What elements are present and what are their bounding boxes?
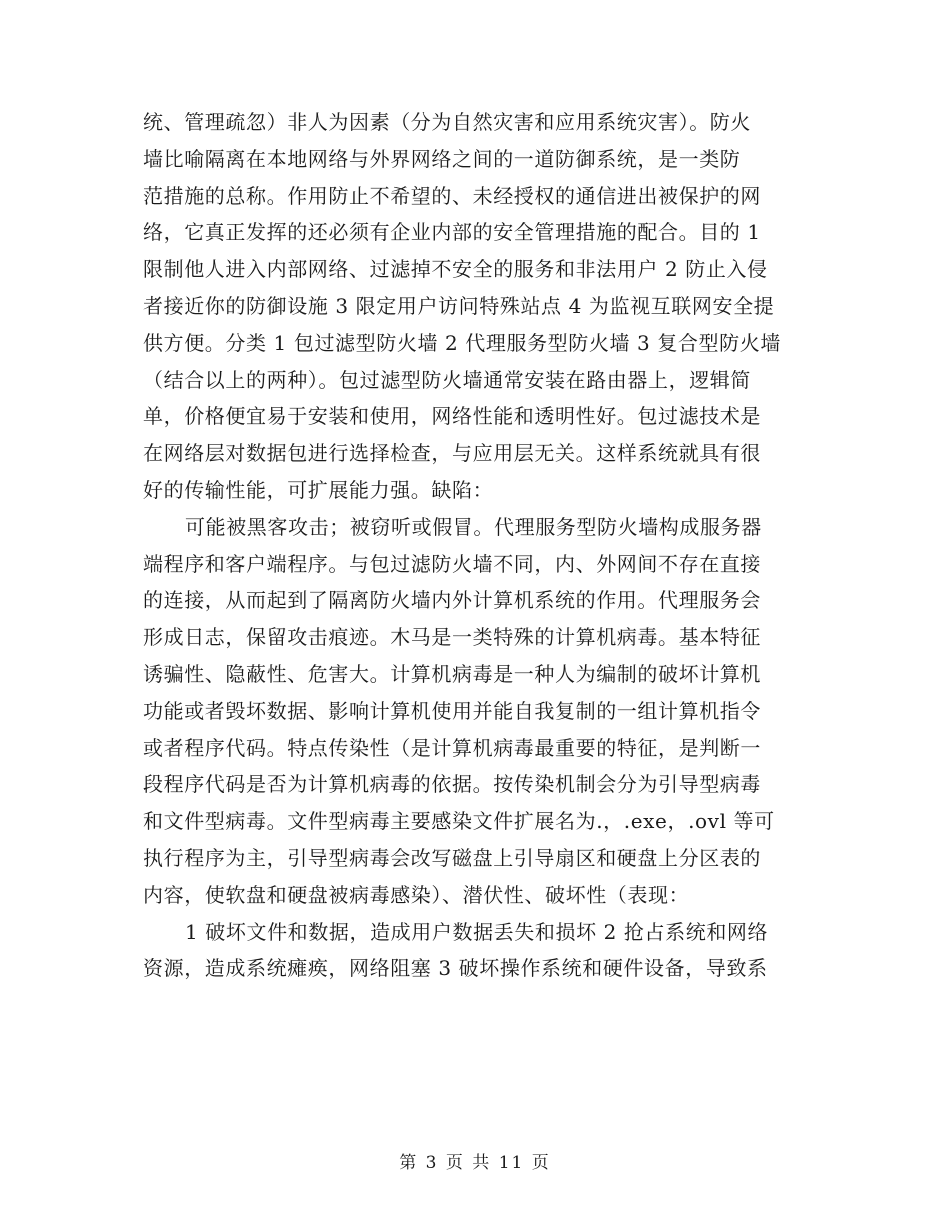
text-line: 单，价格便宜易于安装和使用，网络性能和透明性好。包过滤技术是: [143, 404, 761, 429]
text-line: 诱骗性、隐蔽性、危害大。计算机病毒是一种人为编制的破坏计算机: [143, 661, 761, 686]
text-line: 端程序和客户端程序。与包过滤防火墙不同，内、外网间不存在直接: [143, 551, 761, 576]
text-line: 执行程序为主，引导型病毒会改写磁盘上引导扇区和硬盘上分区表的: [143, 845, 761, 870]
body-text: [143, 104, 823, 987]
text-line: 资源，造成系统瘫痪，网络阻塞 3 破坏操作系统和硬件设备，导致系: [143, 956, 768, 981]
text-line: 形成日志，保留攻击痕迹。木马是一类特殊的计算机病毒。基本特征: [143, 625, 761, 650]
text-line: 络，它真正发挥的还必须有企业内部的安全管理措施的配合。目的 1: [143, 220, 761, 245]
text-line: 供方便。分类 1 包过滤型防火墙 2 代理服务型防火墙 3 复合型防火墙: [143, 330, 781, 355]
text-line: 的连接，从而起到了隔离防火墙内外计算机系统的作用。代理服务会: [143, 588, 761, 613]
text-line: 在网络层对数据包进行选择检查，与应用层无关。这样系统就具有很: [143, 441, 761, 466]
text-line: 和文件型病毒。文件型病毒主要感染文件扩展名为.，.exe，.ovl 等可: [143, 809, 775, 834]
text-line: 好的传输性能，可扩展能力强。缺陷：: [143, 477, 494, 502]
page-number-footer: 第 3 页 共 11 页: [399, 1153, 551, 1173]
text-line: 统、管理疏忽）非人为因素（分为自然灾害和应用系统灾害）。防火: [143, 110, 751, 134]
text-line: 范措施的总称。作用防止不希望的、未经授权的通信进出被保护的网: [143, 183, 761, 208]
text-line: 功能或者毁坏数据、影响计算机使用并能自我复制的一组计算机指令: [143, 698, 761, 723]
paragraph-start-line: 可能被黑客攻击；被窃听或假冒。代理服务型防火墙构成服务器: [185, 514, 762, 539]
text-line: 或者程序代码。特点传染性（是计算机病毒最重要的特征，是判断一: [143, 735, 761, 760]
text-line: 墙比喻隔离在本地网络与外界网络之间的一道防御系统，是一类防: [143, 146, 741, 171]
text-line: 内容，使软盘和硬盘被病毒感染）、潜伏性、破坏性（表现：: [143, 882, 690, 907]
text-line: 者接近你的防御设施 3 限定用户访问特殊站点 4 为监视互联网安全提: [143, 293, 775, 318]
text-line: （结合以上的两种）。包过滤型防火墙通常安装在路由器上，逻辑简: [143, 367, 751, 392]
text-line: 限制他人进入内部网络、过滤掉不安全的服务和非法用户 2 防止入侵: [143, 257, 768, 282]
text-line: 段程序代码是否为计算机病毒的依据。按传染机制会分为引导型病毒: [143, 772, 761, 797]
paragraph-start-line: 1 破坏文件和数据，造成用户数据丢失和损坏 2 抢占系统和网络: [185, 919, 769, 944]
